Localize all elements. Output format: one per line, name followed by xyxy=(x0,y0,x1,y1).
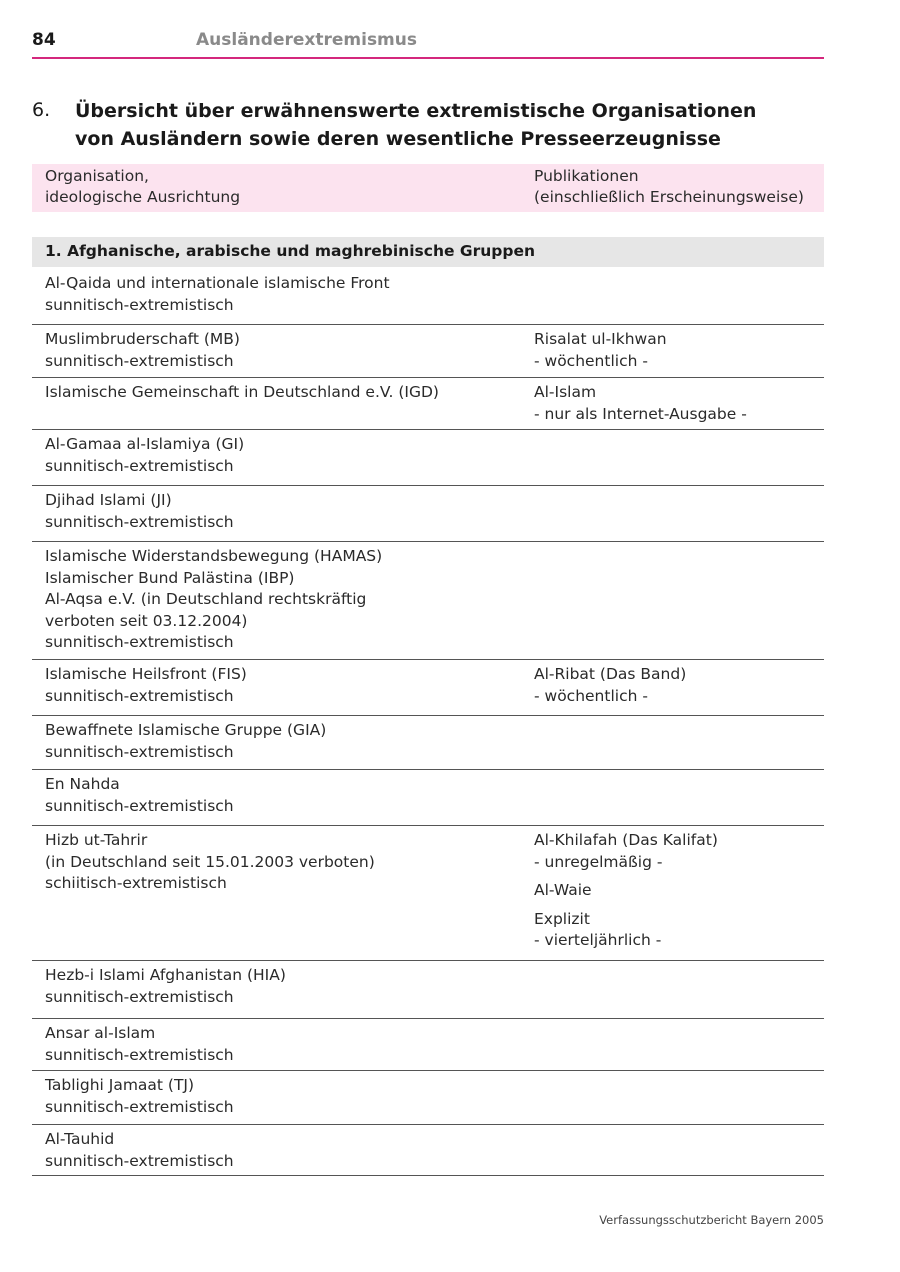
organisation-text: Al-Aqsa e.V. (in Deutschland rechtskräftig xyxy=(45,590,367,608)
organisation-text: sunnitisch-extremistisch xyxy=(45,1097,234,1116)
organisation-text: Islamische Heilsfront (FIS) xyxy=(45,665,247,683)
organisation-cell xyxy=(45,329,515,372)
organisation-cell xyxy=(45,546,515,654)
organisation-text: sunnitisch-extremistisch xyxy=(45,1151,234,1170)
organisation-text: Hezb-i Islami Afghanistan (HIA) xyxy=(45,966,286,984)
organisation-text: Islamische Widerstandsbewegung (HAMAS) xyxy=(45,547,383,565)
publication-entry xyxy=(534,909,824,952)
table-row xyxy=(32,1124,824,1176)
group-title: 1. Afghanische, arabische und maghrebinische Gruppen xyxy=(45,242,536,260)
publications-cell xyxy=(534,329,824,379)
table-row xyxy=(32,715,824,770)
organisation-text: Islamische Gemeinschaft in Deutschland e.V. (IGD) xyxy=(45,383,439,401)
running-title: Ausländerextremismus xyxy=(196,30,417,50)
organisation-cell xyxy=(45,965,515,1008)
publication-entry xyxy=(534,664,824,707)
organisation-text: En Nahda xyxy=(45,775,120,793)
organisation-text: sunnitisch-extremistisch xyxy=(45,1045,234,1064)
organisation-cell xyxy=(45,1075,515,1118)
column-header-organisation xyxy=(45,166,240,208)
table-row xyxy=(32,485,824,542)
organisation-text: Al-Qaida und internationale islamische Front xyxy=(45,274,390,292)
organisation-text: Bewaffnete Islamische Gruppe (GIA) xyxy=(45,721,327,739)
organisation-text: sunnitisch-extremistisch xyxy=(45,686,234,705)
publication-title: Al-Waie xyxy=(534,881,592,899)
organisation-text: Hizb ut-Tahrir xyxy=(45,831,148,849)
table-row xyxy=(32,960,824,1019)
publications-cell xyxy=(534,830,824,959)
publication-frequency: - wöchentlich - xyxy=(534,351,648,370)
page-header xyxy=(32,28,824,59)
organisation-text: sunnitisch-extremistisch xyxy=(45,295,234,314)
section-title-line: Übersicht über erwähnenswerte extremistische Organisationen xyxy=(75,100,757,122)
column-header xyxy=(32,164,824,212)
organisation-cell xyxy=(45,490,515,533)
organisation-text: sunnitisch-extremistisch xyxy=(45,742,234,761)
column-header-line: ideologische Ausrichtung xyxy=(45,188,241,206)
page-number: 84 xyxy=(32,30,56,50)
organisation-cell xyxy=(45,720,515,763)
organisation-cell xyxy=(45,434,515,477)
publication-title: Explizit xyxy=(534,909,590,928)
publication-title: Al-Islam xyxy=(534,383,597,401)
publication-entry xyxy=(534,880,824,902)
organisation-cell xyxy=(45,830,515,895)
publication-frequency: - wöchentlich - xyxy=(534,686,648,705)
table-row xyxy=(32,324,824,378)
table-row xyxy=(32,268,824,325)
publication-title: Al-Khilafah (Das Kalifat) xyxy=(534,831,718,849)
table-row xyxy=(32,541,824,660)
column-header-line: Publikationen xyxy=(534,167,639,185)
column-header-publications xyxy=(534,166,804,208)
organisation-cell xyxy=(45,382,515,404)
publication-frequency: - nur als Internet-Ausgabe - xyxy=(534,404,747,423)
table-row xyxy=(32,1018,824,1071)
publication-title: Risalat ul-Ikhwan xyxy=(534,330,667,348)
publications-cell xyxy=(534,664,824,714)
organisation-text: (in Deutschland seit 15.01.2003 verboten) xyxy=(45,852,375,871)
publications-cell xyxy=(534,382,824,432)
organisation-cell xyxy=(45,664,515,707)
publication-title: Al-Ribat (Das Band) xyxy=(534,665,687,683)
organisation-text: Muslimbruderschaft (MB) xyxy=(45,330,240,348)
publication-entry xyxy=(534,830,824,873)
organisation-cell xyxy=(45,273,515,316)
organisation-text: Islamischer Bund Palästina (IBP) xyxy=(45,568,295,587)
organisation-text: sunnitisch-extremistisch xyxy=(45,987,234,1006)
organisation-text: sunnitisch-extremistisch xyxy=(45,633,234,651)
organisation-text: sunnitisch-extremistisch xyxy=(45,512,234,531)
column-header-line: Organisation, xyxy=(45,167,149,185)
organisation-text: Al-Tauhid xyxy=(45,1130,115,1148)
section-title xyxy=(75,97,795,153)
organisation-cell xyxy=(45,1129,515,1172)
organisation-text: schiitisch-extremistisch xyxy=(45,874,227,892)
table-row xyxy=(32,377,824,430)
table-row xyxy=(32,825,824,961)
column-header-line: (einschließlich Erscheinungsweise) xyxy=(534,188,804,206)
organisation-text: Al-Gamaa al-Islamiya (GI) xyxy=(45,435,245,453)
organisation-text: Djihad Islami (JI) xyxy=(45,491,172,509)
publication-entry xyxy=(534,382,824,425)
group-header xyxy=(32,237,824,267)
publication-frequency: - vierteljährlich - xyxy=(534,931,662,949)
table-row xyxy=(32,1070,824,1125)
publication-entry xyxy=(534,329,824,372)
footer-text: Verfassungsschutzbericht Bayern 2005 xyxy=(599,1213,824,1227)
table-row xyxy=(32,769,824,826)
organisation-text: sunnitisch-extremistisch xyxy=(45,351,234,370)
organisation-text: Ansar al-Islam xyxy=(45,1024,156,1042)
organisation-cell xyxy=(45,1023,515,1066)
section-number: 6. xyxy=(32,99,51,121)
organisation-text: verboten seit 03.12.2004) xyxy=(45,611,248,630)
organisation-text: Tablighi Jamaat (TJ) xyxy=(45,1076,195,1094)
organisation-text: sunnitisch-extremistisch xyxy=(45,796,234,815)
publication-frequency: - unregelmäßig - xyxy=(534,852,663,871)
section-title-line: von Ausländern sowie deren wesentliche Presseerzeugnisse xyxy=(75,128,721,150)
organisation-text: sunnitisch-extremistisch xyxy=(45,456,234,475)
organisation-cell xyxy=(45,774,515,817)
table-row xyxy=(32,429,824,486)
table-row xyxy=(32,659,824,716)
